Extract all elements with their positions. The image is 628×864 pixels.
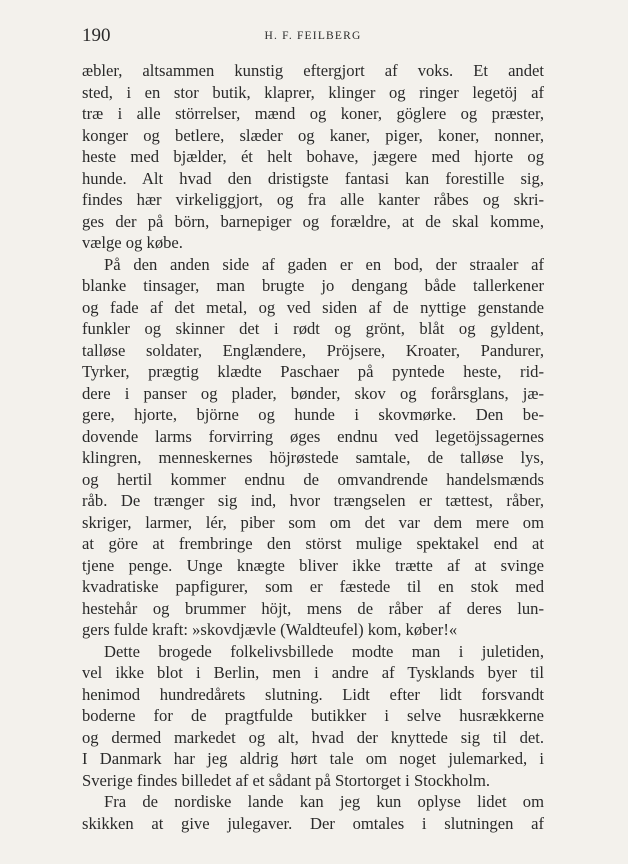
text-line: tjene penge. Unge knægte bliver ikke trætte af at svinge — [82, 555, 544, 575]
text-line: æbler, altsammen kunstig eftergjort af voks. Et andet — [82, 61, 544, 80]
text-line: findes hær virkeliggjort, og fra alle kanter råbes og skri- — [82, 190, 544, 209]
text-line: Fra de nordiske lande kan jeg kun oplyse lidet om — [104, 792, 544, 811]
text-line: kvadratiske papfigurer, som er fæstede til en stok med — [82, 577, 544, 596]
text-line: sted, i en stor butik, klaprer, klinger og ringer legetöj af — [82, 82, 544, 102]
text-line: heste med bjælder, ét helt bohave, jægere med hjorte og — [82, 147, 544, 166]
text-line: og hertil kommer endnu de omvandrende handelsmænds — [82, 469, 544, 489]
text-line: I Danmark har jeg aldrig hørt tale om noget julemarked, i — [82, 749, 544, 768]
text-line: henimod hundredårets slutning. Lidt efter lidt forsvandt — [82, 684, 544, 704]
text-line: og fade af det metal, og ved siden af de nyttige genstande — [82, 297, 544, 317]
text-line: blanke tinsager, man brugte jo dengang både tallerkener — [82, 276, 544, 295]
text-line: skriger, larmer, lér, piber som om det var dem mere om — [82, 512, 544, 532]
text-line: gere, hjorte, björne og hunde i skovmørke. Den be- — [82, 405, 544, 424]
text-line: at göre at frembringe den störst mulige spektakel end at — [82, 534, 544, 553]
running-header — [82, 25, 544, 47]
text-line: vælge og købe. — [82, 233, 183, 252]
text-line: og dermed markedet og alt, hvad der knyttede sig til det. — [82, 727, 544, 747]
text-line: talløse soldater, Englændere, Pröjsere, Kroater, Pandurer, — [82, 340, 544, 360]
text-line: Dette brogede folkelivsbillede modte man i juletiden, — [104, 641, 544, 661]
text-line: vel ikke blot i Berlin, men i andre af Tysklands byer til — [82, 663, 544, 682]
text-line: dovende larms forvirring øges endnu ved legetöjssagernes — [82, 426, 544, 446]
text-line: ges der på börn, barnepiger og forældre, at de skal komme, — [82, 211, 544, 231]
text-line: hestehår og brummer höjt, mens de råber af deres lun- — [82, 598, 544, 618]
text-line: funkler og skinner det i rødt og grönt, blåt og gyldent, — [82, 319, 544, 338]
text-line: råb. De trænger sig ind, hvor trængselen er tættest, råber, — [82, 491, 544, 510]
text-line: konger og betlere, slæder og kaner, piger, koner, nonner, — [82, 125, 544, 145]
text-line: skikken at give julegaver. Der omtales i slutningen af — [82, 813, 544, 833]
running-title: H. F. FEILBERG — [264, 30, 362, 42]
text-line: gers fulde kraft: »skovdjævle (Waldteufel) kom, køber!« — [82, 620, 458, 639]
text-line: dere i panser og plader, bønder, skov og forårsglans, jæ- — [82, 383, 544, 403]
text-line: hunde. Alt hvad den dristigste fantasi kan forestille sig, — [82, 168, 544, 188]
text-line: Tyrker, prægtig klædte Paschaer på pyntede heste, rid- — [82, 362, 544, 381]
page-number: 190 — [82, 25, 111, 46]
text-line: Sverige findes billedet af et sådant på Stortorget i Stockholm. — [82, 770, 490, 790]
text-line: træ i alle störrelser, mænd og koner, göglere og præster, — [82, 104, 544, 123]
text-line: På den anden side af gaden er en bod, der straaler af — [104, 254, 544, 274]
text-line: boderne for de pragtfulde butikker i selve husrækkerne — [82, 706, 544, 725]
text-line: klingren, menneskernes höjrøstede samtale, de talløse lys, — [82, 448, 544, 467]
body-text — [82, 60, 544, 834]
